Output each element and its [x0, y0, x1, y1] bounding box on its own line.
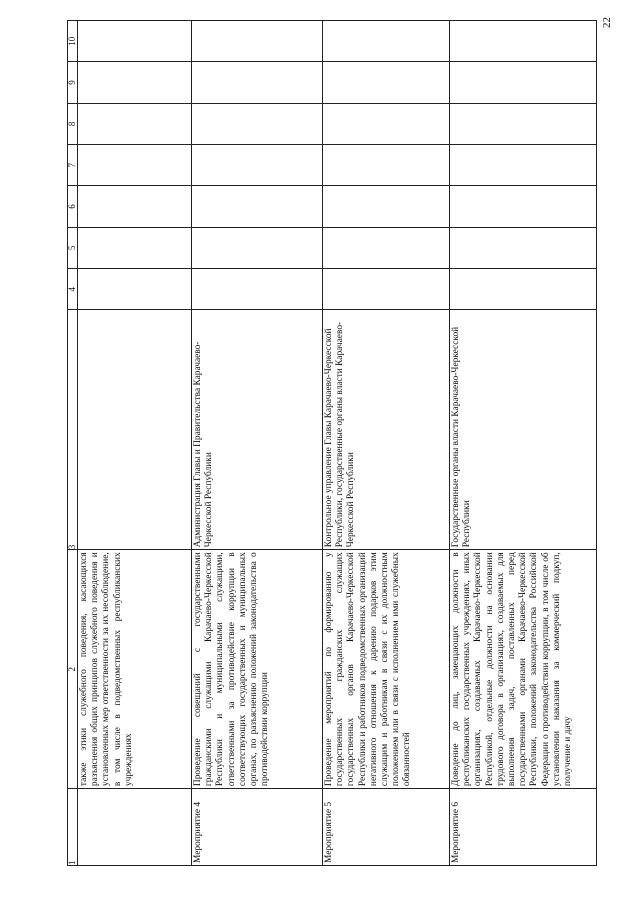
event-cell: Мероприятие 4 [192, 789, 323, 866]
description-cell: Проведение совещаний с государственными гражданскими служащими Карачаево-Черкесской Республики и муниципальными служащими, ответственными за противодействие коррупции в соответствующих государственных и муниципальных органах, по разъяснению положений законодательства о противодействии коррупции [192, 550, 323, 789]
empty-cell [78, 62, 192, 103]
empty-cell [78, 186, 192, 227]
executor-cell: Администрация Главы и Правительства Карачаево-Черкесской Республики [192, 310, 323, 550]
empty-cell [450, 62, 597, 103]
empty-cell [450, 145, 597, 186]
rotated-table-container [67, 20, 627, 866]
empty-cell [192, 145, 323, 186]
executor-cell [78, 310, 192, 550]
empty-cell [78, 145, 192, 186]
empty-cell [78, 21, 192, 62]
empty-cell [192, 103, 323, 144]
description-cell: также этики служебного поведения, касающихся разъяснения общих принципов служебного поведения и установленных мер ответственности за их несоблюдение, в том числе в подведомственных республиканских учреждениях [78, 550, 192, 789]
empty-cell [192, 227, 323, 268]
column-header-9: 9 [68, 62, 78, 103]
column-header-6: 6 [68, 186, 78, 227]
table-row [323, 21, 450, 866]
empty-cell [450, 21, 597, 62]
empty-cell [450, 186, 597, 227]
empty-cell [323, 186, 450, 227]
column-header-3: 3 [68, 310, 78, 550]
column-header-5: 5 [68, 227, 78, 268]
empty-cell [323, 227, 450, 268]
empty-cell [192, 62, 323, 103]
empty-cell [323, 269, 450, 310]
empty-cell [192, 269, 323, 310]
table-row [450, 21, 597, 866]
empty-cell [323, 103, 450, 144]
header-row [68, 21, 78, 866]
empty-cell [192, 21, 323, 62]
event-cell: Мероприятие 6 [450, 789, 597, 866]
table-row [78, 21, 192, 866]
table-row [192, 21, 323, 866]
measures-table [67, 20, 597, 866]
empty-cell [78, 227, 192, 268]
column-header-2: 2 [68, 550, 78, 789]
description-cell: Проведение мероприятий по формированию у государственных гражданских служащих государственных органов Карачаево-Черкесской Республики и работников подведомственных организаций негативного отношения к дарению подарков этим служащим и работникам в связи с их должностным положением или в связи с исполнением ими служебных обязанностей [323, 550, 450, 789]
column-header-8: 8 [68, 103, 78, 144]
empty-cell [450, 103, 597, 144]
event-cell: Мероприятие 5 [323, 789, 450, 866]
description-cell: Доведение до лиц, замещающих должности в республиканских государственных учреждениях, иных организациях, создаваемых Карачаево-Черкесской Республикой, отдельные должности на основании трудового договора в организациях, создаваемых для выполнения задач, поставленных перед государственными органами Карачаево-Черкесской Республики, положений законодательства Российской Федерации о противодействии коррупции, в том числе об установлении наказания за коммерческий подкуп, получение и дачу [450, 550, 597, 789]
column-header-4: 4 [68, 269, 78, 310]
empty-cell [323, 145, 450, 186]
column-header-7: 7 [68, 145, 78, 186]
column-header-10: 10 [68, 21, 78, 62]
empty-cell [450, 269, 597, 310]
page-number: 22 [601, 17, 613, 28]
empty-cell [78, 269, 192, 310]
executor-cell: Контрольное управление Главы Карачаево-Черкесской Республики, государственные органы власти Карачаево-Черкесской Республики [323, 310, 450, 550]
executor-cell: Государственные органы власти Карачаево-Черкесской Республики [450, 310, 597, 550]
event-cell [78, 789, 192, 866]
empty-cell [192, 186, 323, 227]
empty-cell [78, 103, 192, 144]
empty-cell [323, 21, 450, 62]
column-header-1: 1 [68, 789, 78, 866]
empty-cell [450, 227, 597, 268]
empty-cell [323, 62, 450, 103]
